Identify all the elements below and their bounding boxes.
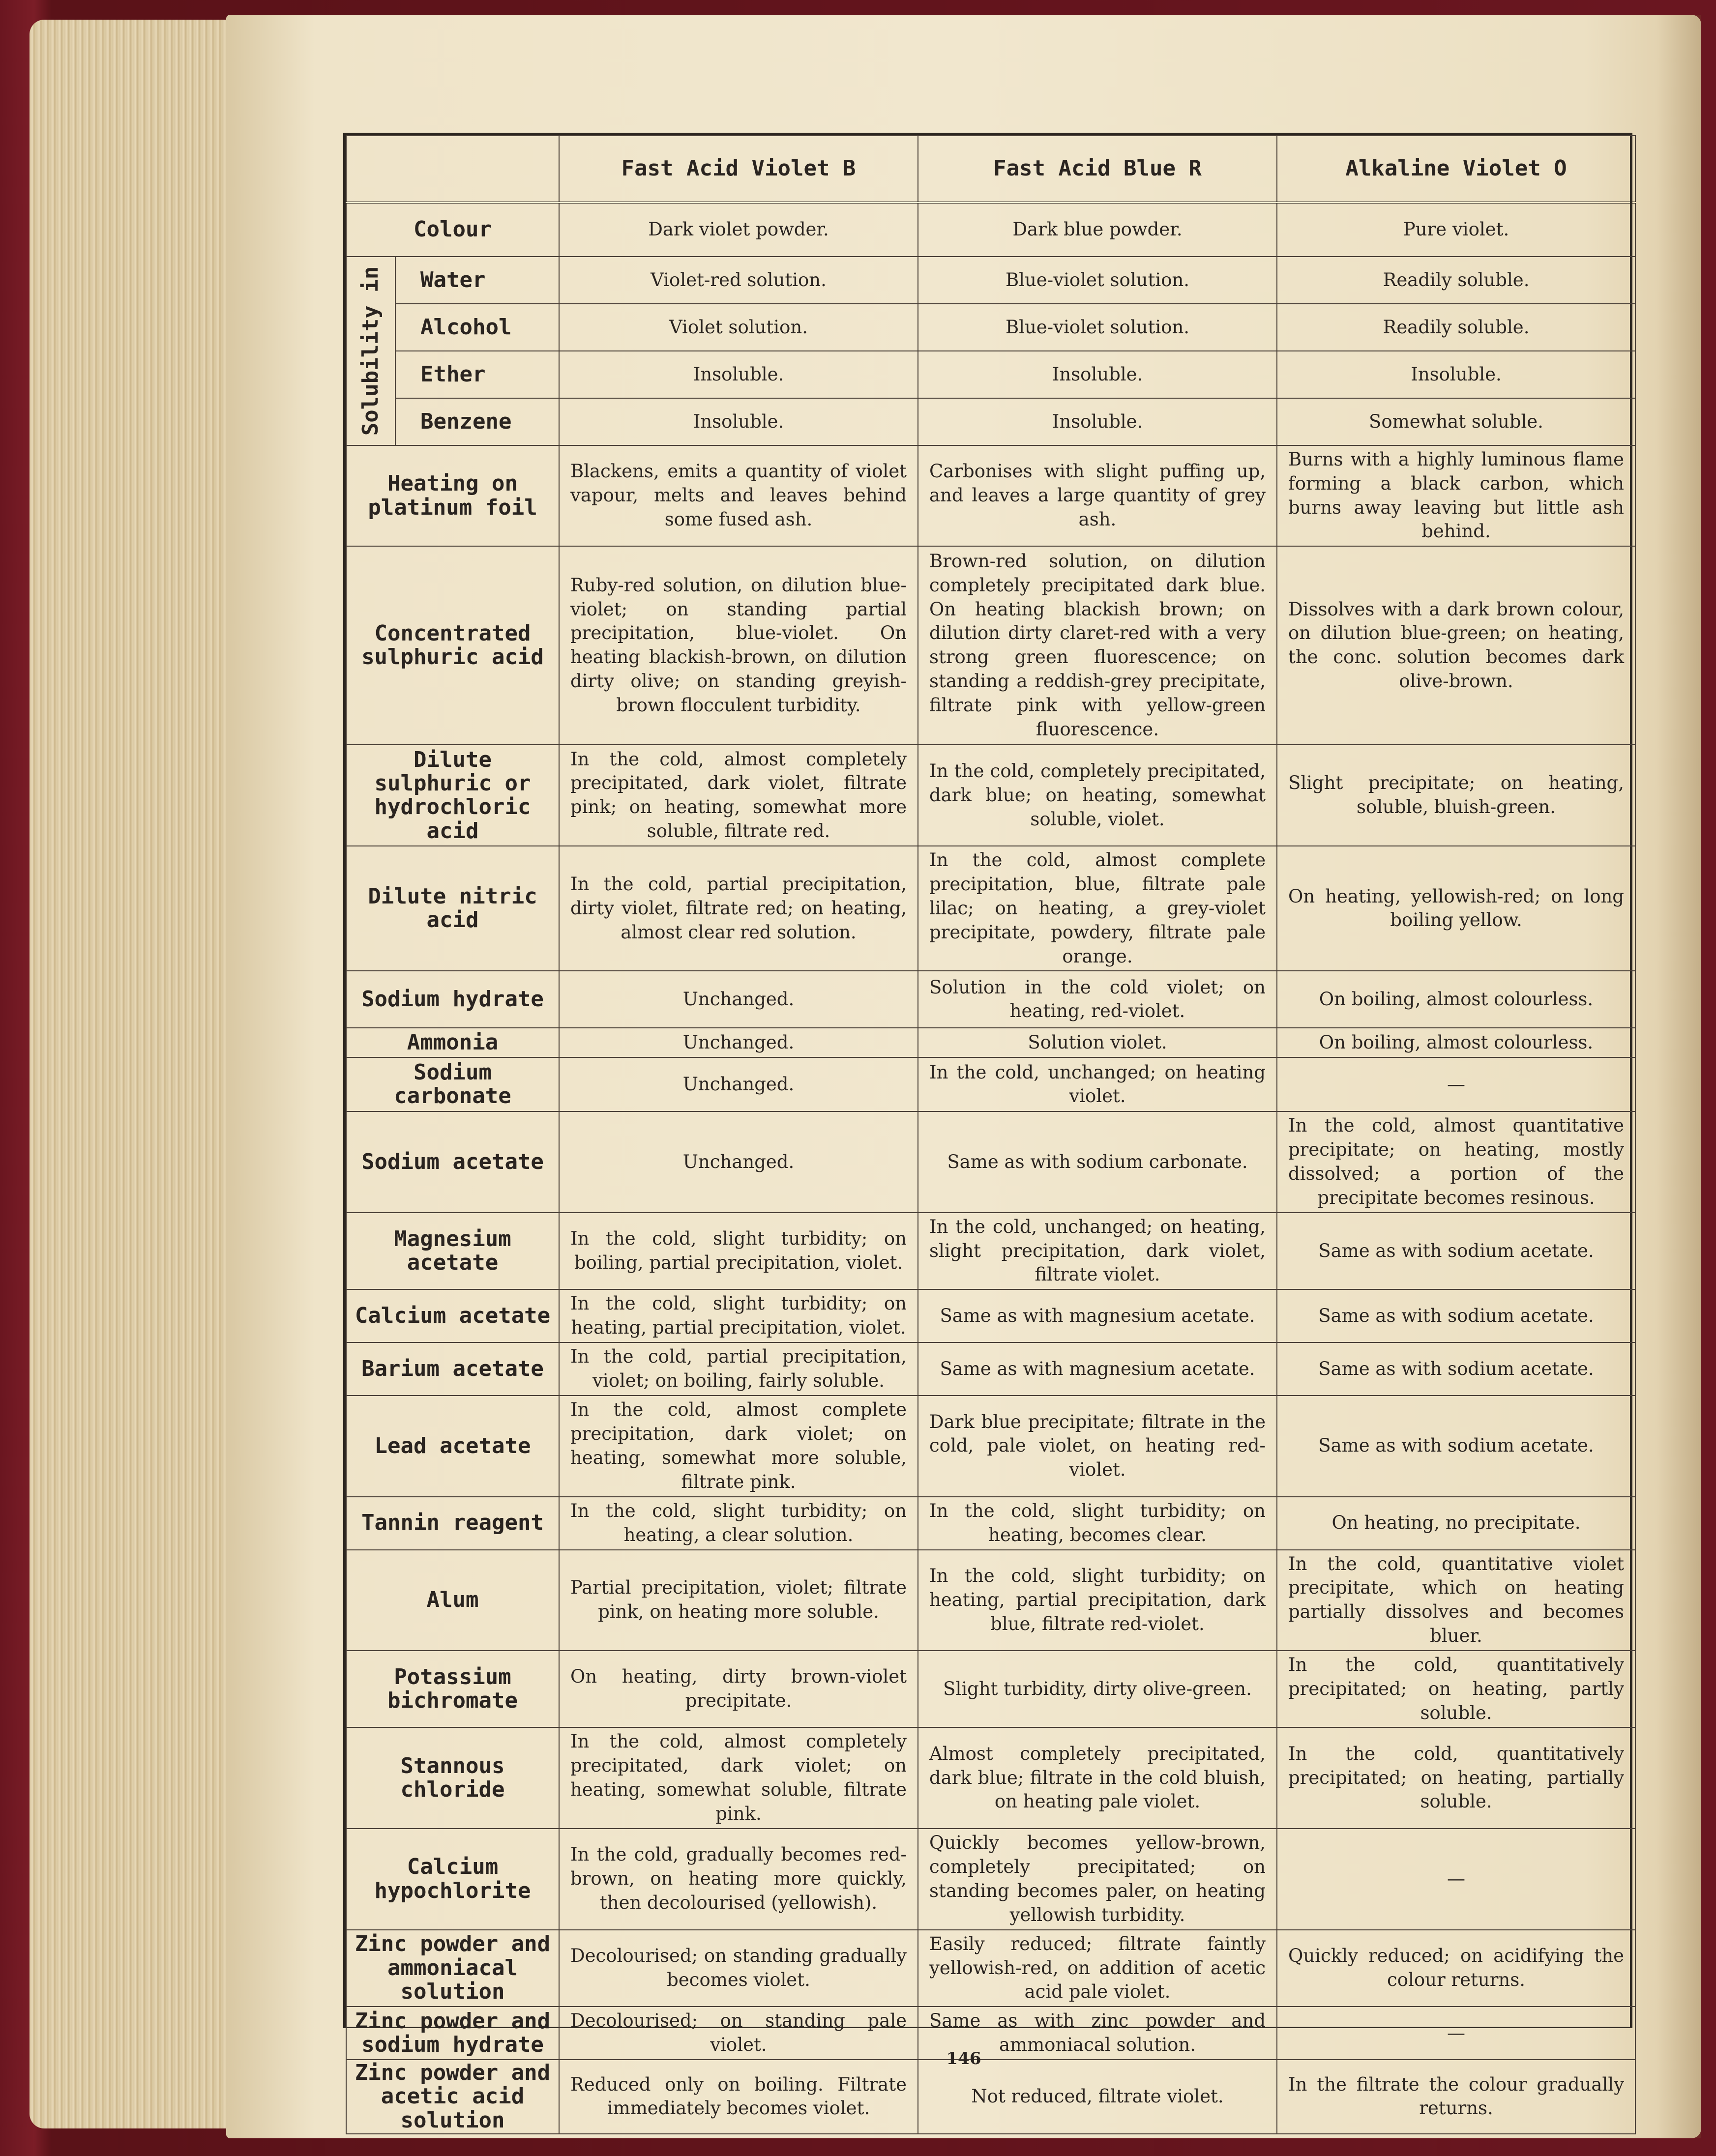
cell: Unchanged. [559, 1028, 918, 1057]
reaction-table [346, 135, 1636, 2134]
cell: Violet-red solution. [559, 257, 918, 304]
table-row [346, 304, 1635, 351]
cell: Insoluble. [559, 351, 918, 398]
row-label: Zinc powder and acetic acid solution [346, 2060, 559, 2134]
row-label: Magnesium acetate [346, 1213, 559, 1289]
cell: On boiling, almost colourless. [1277, 971, 1635, 1028]
cell: Blackens, emits a quantity of violet vapour, melts and leaves behind some fused ash. [559, 445, 918, 546]
cell: Same as with sodium acetate. [1277, 1396, 1635, 1496]
cell: In the cold, slight turbidity; on heating, a clear solution. [559, 1497, 918, 1550]
row-label: Potassium bichromate [346, 1651, 559, 1727]
row-label: Zinc powder and ammoniacal solution [346, 1930, 559, 2007]
cell: Quickly becomes yellow-brown, completely precipitated; on standing becomes paler, on heating yellowish turbidity. [918, 1829, 1277, 1930]
table-row [346, 1651, 1635, 1727]
table-row [346, 1396, 1635, 1496]
book-page [226, 15, 1701, 2138]
cell: In the cold, quantitatively precipitated; on heating, partially soluble. [1277, 1727, 1635, 1828]
page-shadow [1657, 15, 1701, 2138]
row-label: Sodium acetate [346, 1111, 559, 1212]
cell: Insoluble. [918, 398, 1277, 445]
cell: Same as with zinc powder and ammoniacal solution. [918, 2007, 1277, 2060]
cell: Violet solution. [559, 304, 918, 351]
page-edges [30, 20, 236, 2128]
cell: Quickly reduced; on acidifying the colour returns. [1277, 1930, 1635, 2007]
cell: On heating, no precipitate. [1277, 1497, 1635, 1550]
table-row [346, 1550, 1635, 1651]
cell: In the cold, completely precipitated, dark blue; on heating, somewhat soluble, violet. [918, 745, 1277, 846]
column-header: Fast Acid Blue R [918, 136, 1277, 203]
row-label: Stannous chloride [346, 1727, 559, 1828]
cell: In the cold, gradually becomes red-brown, on heating more quickly, then decolourised (yellowish). [559, 1829, 918, 1930]
cell: Same as with sodium acetate. [1277, 1289, 1635, 1342]
cell: In the cold, slight turbidity; on heating, partial precipitation, dark blue, filtrate red-violet. [918, 1550, 1277, 1651]
table-header-row [346, 136, 1635, 203]
table-row [346, 1028, 1635, 1057]
row-label: Sodium carbonate [346, 1057, 559, 1111]
cell: Unchanged. [559, 1111, 918, 1212]
table-row [346, 2060, 1635, 2134]
cell: In the filtrate the colour gradually returns. [1277, 2060, 1635, 2134]
row-label: Calcium hypochlorite [346, 1829, 559, 1930]
row-label: Dilute nitric acid [346, 846, 559, 971]
cell: Slight turbidity, dirty olive-green. [918, 1651, 1277, 1727]
table-row [346, 1727, 1635, 1828]
cell: Insoluble. [1277, 351, 1635, 398]
cell: Dark violet powder. [559, 203, 918, 257]
table-row [346, 1930, 1635, 2007]
table-row [346, 1829, 1635, 1930]
cell: On heating, dirty brown-violet precipitate. [559, 1651, 918, 1727]
row-label: Benzene [395, 398, 559, 445]
cell: Decolourised; on standing pale violet. [559, 2007, 918, 2060]
cell: Same as with magnesium acetate. [918, 1289, 1277, 1342]
cell: In the cold, almost quantitative precipitate; on heating, mostly dissolved; a portion of the precipitate becomes resinous. [1277, 1111, 1635, 1212]
cell: In the cold, slight turbidity; on heating, becomes clear. [918, 1497, 1277, 1550]
cell: Solution violet. [918, 1028, 1277, 1057]
cell: Decolourised; on standing gradually becomes violet. [559, 1930, 918, 2007]
row-label: Alum [346, 1550, 559, 1651]
cell: Pure violet. [1277, 203, 1635, 257]
cell: Readily soluble. [1277, 257, 1635, 304]
cell: Reduced only on boiling. Filtrate immediately becomes violet. [559, 2060, 918, 2134]
cell: Burns with a highly luminous flame forming a black carbon, which burns away leaving but little ash behind. [1277, 445, 1635, 546]
table-row [346, 1057, 1635, 1111]
cell: In the cold, quantitative violet precipitate, which on heating partially dissolves and becomes bluer. [1277, 1550, 1635, 1651]
cell: Same as with sodium acetate. [1277, 1342, 1635, 1396]
cell: Unchanged. [559, 1057, 918, 1111]
cell: In the cold, unchanged; on heating violet. [918, 1057, 1277, 1111]
cell: Easily reduced; filtrate faintly yellowish-red, on addition of acetic acid pale violet. [918, 1930, 1277, 2007]
table-row [346, 1213, 1635, 1289]
cell: In the cold, almost complete precipitation, blue, filtrate pale lilac; on heating, a grey-violet precipitate, powdery, filtrate pale orange. [918, 846, 1277, 971]
table-row [346, 1342, 1635, 1396]
cell: — [1277, 1057, 1635, 1111]
table-row [346, 1289, 1635, 1342]
cell: Blue-violet solution. [918, 257, 1277, 304]
cell: Dissolves with a dark brown colour, on dilution blue-green; on heating, the conc. solution becomes dark olive-brown. [1277, 546, 1635, 745]
cell: Partial precipitation, violet; filtrate pink, on heating more soluble. [559, 1550, 918, 1651]
column-header: Fast Acid Violet B [559, 136, 918, 203]
row-label: Concentrated sulphuric acid [346, 546, 559, 745]
cell: In the cold, slight turbidity; on heating, partial precipitation, violet. [559, 1289, 918, 1342]
cell: Blue-violet solution. [918, 304, 1277, 351]
row-label: Colour [346, 203, 559, 257]
row-label: Alcohol [395, 304, 559, 351]
cell: — [1277, 2007, 1635, 2060]
solubility-group-text: Solubility in [357, 266, 383, 436]
row-label: Barium acetate [346, 1342, 559, 1396]
cell: Almost completely precipitated, dark blue; filtrate in the cold bluish, on heating pale violet. [918, 1727, 1277, 1828]
cell: Ruby-red solution, on dilution blue-violet; on standing partial precipitation, blue-violet. On heating blackish-brown, on dilution dirty olive; on standing greyish-brown flocculent turbidity. [559, 546, 918, 745]
cell: Insoluble. [559, 398, 918, 445]
table-row [346, 398, 1635, 445]
cell: Solution in the cold violet; on heating, red-violet. [918, 971, 1277, 1028]
cell: In the cold, partial precipitation, violet; on boiling, fairly soluble. [559, 1342, 918, 1396]
table-row [346, 971, 1635, 1028]
row-label: Zinc powder and sodium hydrate [346, 2007, 559, 2060]
cell: Not reduced, filtrate violet. [918, 2060, 1277, 2134]
cell: On boiling, almost colourless. [1277, 1028, 1635, 1057]
cell: In the cold, almost completely precipitated, dark violet; on heating, somewhat soluble, filtrate pink. [559, 1727, 918, 1828]
cell: In the cold, partial precipitation, dirty violet, filtrate red; on heating, almost clear red solution. [559, 846, 918, 971]
cell: Dark blue precipitate; filtrate in the cold, pale violet, on heating red-violet. [918, 1396, 1277, 1496]
cell: Slight precipitate; on heating, soluble, bluish-green. [1277, 745, 1635, 846]
cell: — [1277, 1829, 1635, 1930]
cell: Readily soluble. [1277, 304, 1635, 351]
table-row [346, 745, 1635, 846]
cell: Same as with sodium acetate. [1277, 1213, 1635, 1289]
column-header: Alkaline Violet O [1277, 136, 1635, 203]
table-row [346, 445, 1635, 546]
table-row [346, 1497, 1635, 1550]
cell: Unchanged. [559, 971, 918, 1028]
cell: In the cold, quantitatively precipitated; on heating, partly soluble. [1277, 1651, 1635, 1727]
solubility-group-label [346, 257, 395, 445]
page-number: 146 [946, 2049, 981, 2069]
table-row [346, 351, 1635, 398]
cell: In the cold, almost completely precipitated, dark violet, filtrate pink; on heating, somewhat more soluble, filtrate red. [559, 745, 918, 846]
table-row [346, 203, 1635, 257]
table-row [346, 257, 1635, 304]
row-label: Ammonia [346, 1028, 559, 1057]
corner-cell [346, 136, 559, 203]
cell: Same as with sodium carbonate. [918, 1111, 1277, 1212]
row-label: Calcium acetate [346, 1289, 559, 1342]
table-row [346, 1111, 1635, 1212]
table-row [346, 846, 1635, 971]
cell: Same as with magnesium acetate. [918, 1342, 1277, 1396]
row-label: Tannin reagent [346, 1497, 559, 1550]
row-label: Lead acetate [346, 1396, 559, 1496]
cell: Insoluble. [918, 351, 1277, 398]
cell: On heating, yellowish-red; on long boiling yellow. [1277, 846, 1635, 971]
cell: Brown-red solution, on dilution completely precipitated dark blue. On heating blackish brown; on dilution dirty claret-red with a very strong green fluorescence; on standing a reddish-grey precipitate, filtrate pink with yellow-green fluorescence. [918, 546, 1277, 745]
row-label: Dilute sulphuric or hydrochloric acid [346, 745, 559, 846]
row-label: Water [395, 257, 559, 304]
row-label: Ether [395, 351, 559, 398]
row-label: Heating on platinum foil [346, 445, 559, 546]
cell: Carbonises with slight puffing up, and leaves a large quantity of grey ash. [918, 445, 1277, 546]
cell: In the cold, almost complete precipitation, dark violet; on heating, somewhat more soluble, filtrate pink. [559, 1396, 918, 1496]
cell: Dark blue powder. [918, 203, 1277, 257]
cell: In the cold, unchanged; on heating, slight precipitation, dark violet, filtrate violet. [918, 1213, 1277, 1289]
cell: In the cold, slight turbidity; on boiling, partial precipitation, violet. [559, 1213, 918, 1289]
table-row [346, 546, 1635, 745]
cell: Somewhat soluble. [1277, 398, 1635, 445]
row-label: Sodium hydrate [346, 971, 559, 1028]
